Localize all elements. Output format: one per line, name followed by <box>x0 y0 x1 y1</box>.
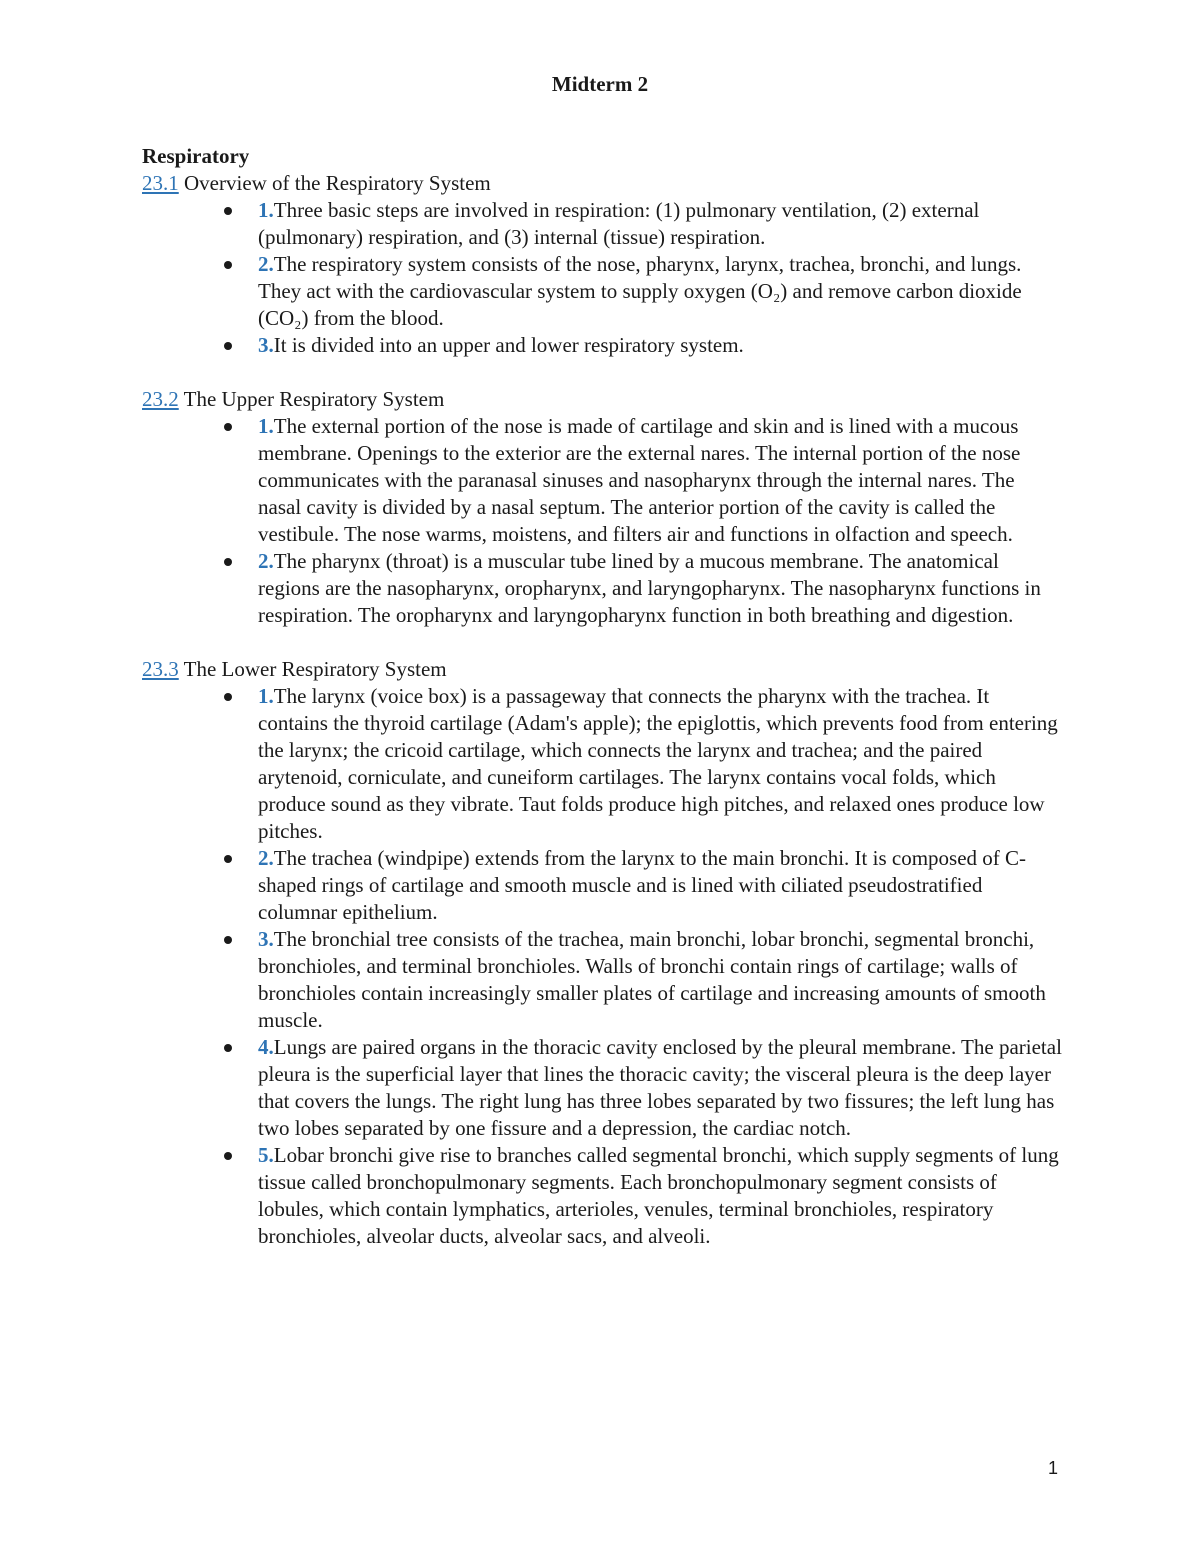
item-number: 1. <box>258 414 274 438</box>
item-text: Lobar bronchi give rise to branches called segmental bronchi, which supply segments of lung tissue called bronchopulmonary segments. Each bronchopulmonary segment consists of lobules, which contain lymphatics, arterioles, venules, terminal bronchioles, respiratory bronchioles, alveolar ducts, alveolar sacs, and alveoli. <box>258 1143 1059 1248</box>
subsection-number-link[interactable]: 23.1 <box>142 171 179 195</box>
bullet-icon <box>224 1152 232 1160</box>
item-number: 1. <box>258 198 274 222</box>
document-title: Midterm 2 <box>551 72 649 96</box>
bullet-icon <box>224 1044 232 1052</box>
item-text: It is divided into an upper and lower respiratory system. <box>273 333 744 357</box>
bullet-icon <box>224 261 232 269</box>
list-item <box>258 845 1062 926</box>
bullet-icon <box>224 423 232 431</box>
item-number: 5. <box>258 1143 274 1167</box>
list-item <box>258 548 1062 629</box>
bullet-list <box>142 683 1062 1250</box>
bullet-icon <box>224 342 232 350</box>
document-body <box>142 142 1062 1250</box>
subsection <box>142 656 1062 1250</box>
list-item <box>258 197 1062 251</box>
list-item <box>258 683 1062 845</box>
bullet-list <box>142 413 1062 629</box>
item-text: The respiratory system consists of the nose, pharynx, larynx, trachea, bronchi, and lungs. They act with the cardiovascular system to supply oxygen (O₂) and remove carbon dioxide (CO₂) from the blood. <box>258 252 1022 330</box>
item-text: Lungs are paired organs in the thoracic cavity enclosed by the pleural membrane. The parietal pleura is the superficial layer that lines the thoracic cavity; the visceral pleura is the deep layer that covers the lungs. The right lung has three lobes separated by two fissures; the left lung has two lobes separated by one fissure and a depression, the cardiac notch. <box>258 1035 1062 1140</box>
bullet-icon <box>224 855 232 863</box>
list-item <box>258 926 1062 1034</box>
item-text: The bronchial tree consists of the trachea, main bronchi, lobar bronchi, segmental bronchi, bronchioles, and terminal bronchioles. Walls of bronchi contain rings of cartilage; walls of bronchioles contain increasingly smaller plates of cartilage and increasing amounts of smooth muscle. <box>258 927 1046 1032</box>
item-text: The larynx (voice box) is a passageway that connects the pharynx with the trachea. It contains the thyroid cartilage (Adam's apple); the epiglottis, which prevents food from entering the larynx; the cricoid cartilage, which connects the larynx and trachea; and the paired arytenoid, corniculate, and cuneiform cartilages. The larynx contains vocal folds, which produce sound as they vibrate. Taut folds produce high pitches, and relaxed ones produce low pitches. <box>258 684 1058 843</box>
subsection-heading <box>142 386 1062 413</box>
subsection <box>142 170 1062 359</box>
subsection-title: Overview of the Respiratory System <box>178 171 491 195</box>
item-number: 2. <box>258 252 274 276</box>
item-number: 3. <box>258 927 274 951</box>
item-text: The external portion of the nose is made of cartilage and skin and is lined with a mucous membrane. Openings to the exterior are the external nares. The internal portion of the nose communicates with the paranasal sinuses and nasopharynx through the internal nares. The nasal cavity is divided by a nasal septum. The anterior portion of the cavity is called the vestibule. The nose warms, moistens, and filters air and functions in olfaction and speech. <box>258 414 1021 546</box>
subsection <box>142 386 1062 629</box>
subsection-title: The Lower Respiratory System <box>178 657 447 681</box>
subsection-number-link[interactable]: 23.2 <box>142 387 179 411</box>
list-item <box>258 251 1062 332</box>
subsection-heading <box>142 170 1062 197</box>
item-number: 1. <box>258 684 274 708</box>
list-item <box>258 1142 1062 1250</box>
subsection-heading <box>142 656 1062 683</box>
page-number: 1 <box>1047 1458 1058 1478</box>
item-text: The trachea (windpipe) extends from the larynx to the main bronchi. It is composed of C-shaped rings of cartilage and smooth muscle and is lined with ciliated pseudostratified columnar epithelium. <box>258 846 1027 924</box>
item-text: Three basic steps are involved in respiration: (1) pulmonary ventilation, (2) external (pulmonary) respiration, and (3) internal (tissue) respiration. <box>258 198 980 249</box>
subsection-list <box>142 170 1062 1250</box>
list-item <box>258 1034 1062 1142</box>
section-title: Respiratory <box>142 144 250 168</box>
list-item <box>258 332 1062 359</box>
bullet-list <box>142 197 1062 359</box>
subsection-title: The Upper Respiratory System <box>178 387 445 411</box>
list-item <box>258 413 1062 548</box>
item-text: The pharynx (throat) is a muscular tube lined by a mucous membrane. The anatomical regions are the nasopharynx, oropharynx, and laryngopharynx. The nasopharynx functions in respiration. The oropharynx and laryngopharynx function in both breathing and digestion. <box>258 549 1041 627</box>
bullet-icon <box>224 558 232 566</box>
item-number: 4. <box>258 1035 274 1059</box>
item-number: 3. <box>258 333 274 357</box>
bullet-icon <box>224 693 232 701</box>
bullet-icon <box>224 207 232 215</box>
item-number: 2. <box>258 549 274 573</box>
bullet-icon <box>224 936 232 944</box>
item-number: 2. <box>258 846 274 870</box>
subsection-number-link[interactable]: 23.3 <box>142 657 179 681</box>
